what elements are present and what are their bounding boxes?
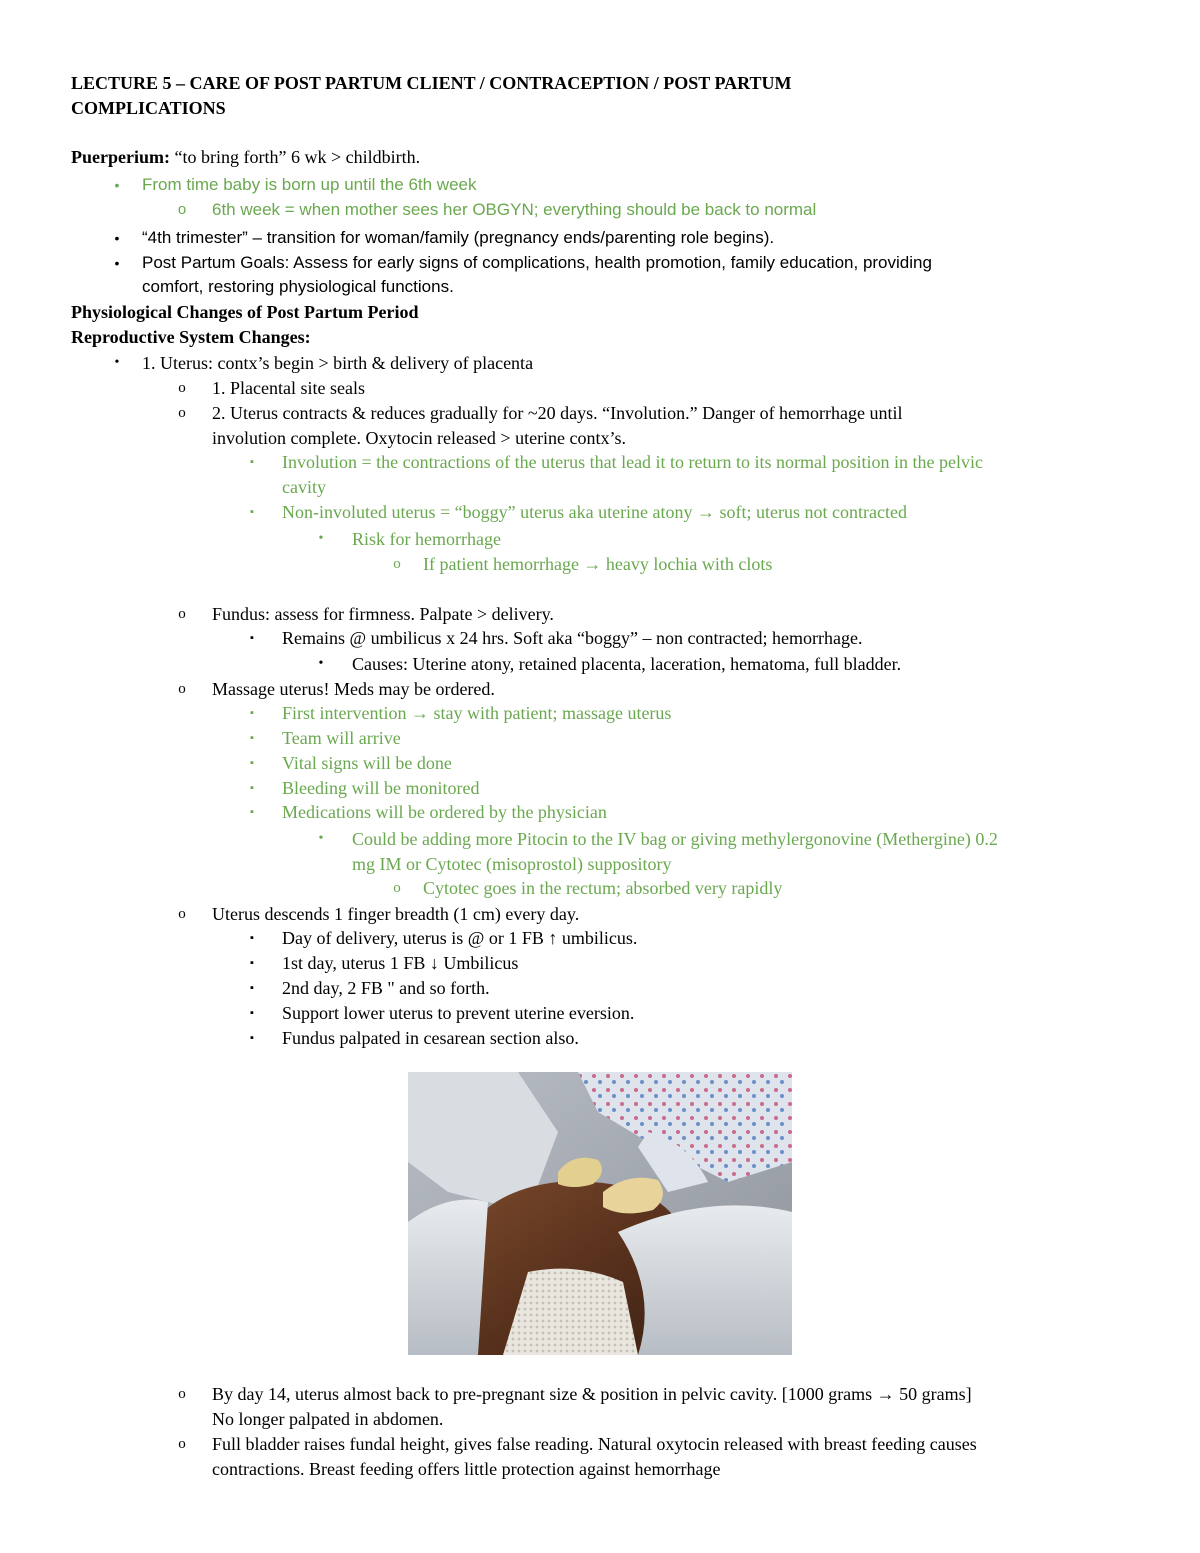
- bullet-square-icon: ▪: [250, 506, 254, 518]
- bullet-o-icon: o: [393, 880, 401, 896]
- gown-left: [408, 1200, 488, 1356]
- bullet-square-icon: ▪: [250, 757, 254, 769]
- bullet-dot-icon: •: [318, 656, 324, 671]
- bullet-square-icon: ▪: [250, 806, 254, 818]
- bullet-o-icon: o: [393, 556, 401, 572]
- bullet-square-icon: ▪: [250, 456, 254, 468]
- bullet-dot-icon: •: [114, 230, 120, 246]
- document-page: LECTURE 5 – CARE OF POST PARTUM CLIENT / CONTRACEPTION / POST PARTUM COMPLICATIONS Puerperium: “to bring forth” 6 wk > childbirth. • From time baby is born up until the 6th week o 6th week = when mother sees her OBGYN; everything should be back to normal • “4th trimester” – transition for woman/family (pregnancy ends/parenting role begins). • Post Partum Goals: Assess for early signs of complications, health promotion, family education, providing comfort, restoring physiological functions. Physiological Changes of Post Partum Period Reproductive System Changes: • 1. Uterus: contx’s begin > birth & delivery of placenta o 1. Placental site seals o 2. Uterus contracts & reduces gradually for ~20 days. “Involution.” Danger of hemorrhage until involution complete. Oxytocin released > uterine contx’s. ▪ Involution = the contractions of the uterus that lead it to return to its normal position in the pelvic cavity ▪ Non-involuted uterus = “boggy” uterus aka uterine atony → soft; uterus not contracted • Risk for hemorrhage o If patient hemorrhage → heavy lochia with clots o Fundus: assess for firmness. Palpate > delivery. ▪ Remains @ umbilicus x 24 hrs. Soft aka “boggy” – non contracted; hemorrhage. • Causes: Uterine atony, retained placenta, laceration, hematoma, full bladder. o Massage uterus! Meds may be ordered. ▪ First intervention → stay with patient; massage uterus ▪ Team will arrive ▪ Vital signs will be done ▪ Bleeding will be monitored ▪ Medications will be ordered by the physician • Could be adding more Pitocin to the IV bag or giving methylergonovine (Methergine) 0.2 mg IM or Cytotec (misoprostol) suppository o Cytotec goes in the rectum; absorbed very rapidly o Uterus descends 1 finger breadth (1 cm) every day. ▪ Day of delivery, uterus is @ or 1 FB ↑ umbilicus. ▪ 1st day, uterus 1 FB ↓ Umbilicus ▪ 2nd day, 2 FB " and so forth. ▪ Support lower uterus to prevent uterine eversion. ▪ Fundus palpated in cesarean section also. o By day 14, uterus almost back to pre-pregnant size & position in pelvic cavity. [1000 grams → 50 grams] No longer palpated in abdomen. o Full bladder raises fundal height, gives false reading. Natural oxytocin released with breast feeding causes contractions. Breast feeding offers little protection against hemorrhage: [71, 73, 998, 1479]
- bullet-o-icon: o: [178, 606, 186, 622]
- bullet-o-icon: o: [178, 405, 186, 421]
- bullet-o-icon: o: [178, 906, 186, 922]
- bullet-dot-icon: •: [318, 831, 324, 846]
- fundal-massage-photo: [408, 1072, 792, 1355]
- bullet-square-icon: ▪: [250, 732, 254, 744]
- bullet-o-icon: o: [178, 1436, 186, 1452]
- bullet-square-icon: ▪: [250, 982, 254, 994]
- bullet-o-icon: o: [178, 1386, 186, 1402]
- bullet-dot-icon: •: [114, 177, 120, 193]
- bullet-square-icon: ▪: [250, 957, 254, 969]
- bullet-dot-icon: •: [114, 255, 120, 271]
- bullet-square-icon: ▪: [250, 707, 254, 719]
- bullet-o-icon: o: [177, 201, 187, 218]
- bullet-square-icon: ▪: [250, 932, 254, 944]
- photo-illustration: [408, 1072, 792, 1355]
- bullet-square-icon: ▪: [250, 782, 254, 794]
- bullet-dot-icon: •: [114, 355, 120, 370]
- bullet-dot-icon: •: [318, 531, 324, 546]
- bullet-o-icon: o: [178, 380, 186, 396]
- bullet-square-icon: ▪: [250, 1032, 254, 1044]
- sheet-right: [618, 1205, 792, 1355]
- puerperium-text: “to bring forth” 6 wk > childbirth.: [169, 147, 421, 167]
- bullet-square-icon: ▪: [250, 632, 254, 644]
- bullet-square-icon: ▪: [250, 1007, 254, 1019]
- puerperium-term: Puerperium:: [71, 147, 170, 167]
- bullet-o-icon: o: [178, 681, 186, 697]
